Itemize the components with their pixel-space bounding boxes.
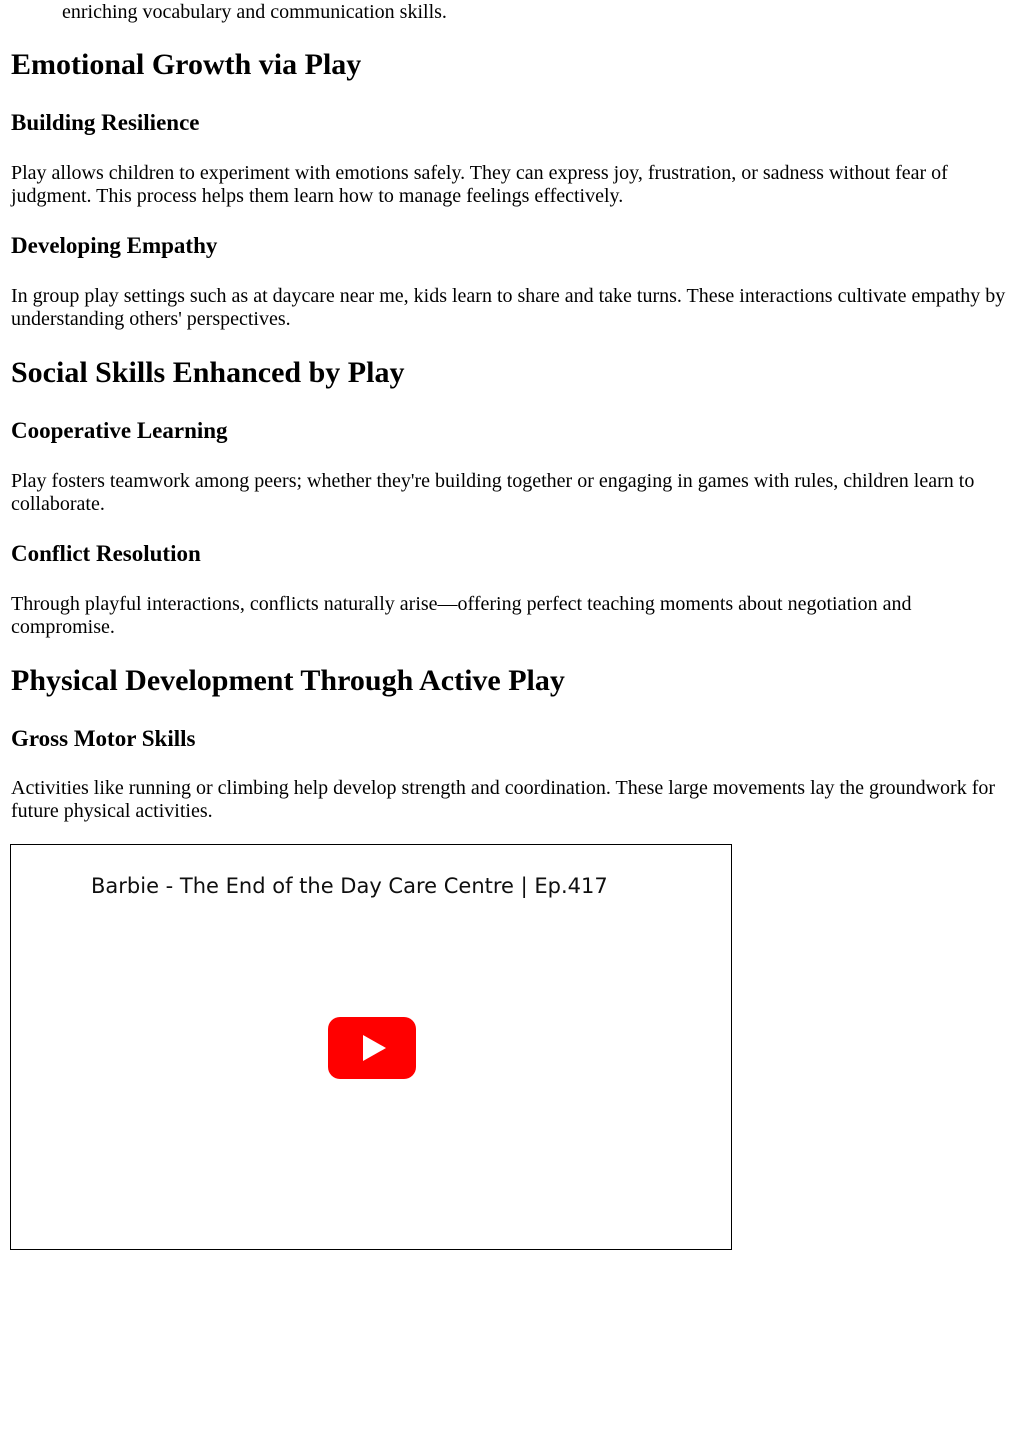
- heading-developing-empathy: Developing Empathy: [11, 233, 218, 258]
- heading-conflict-resolution: Conflict Resolution: [11, 541, 201, 566]
- paragraph-building-resilience: Play allows children to experiment with emotions safely. They can express joy, frustration, or sadness without fear of judgment. This process helps them learn how to manage feelings effectively.: [11, 162, 948, 207]
- heading-social-skills: Social Skills Enhanced by Play: [11, 356, 405, 389]
- paragraph-developing-empathy: In group play settings such as at daycare near me, kids learn to share and take turns. These interactions cultivate empathy by understanding others' perspectives.: [11, 285, 1006, 330]
- intro-paragraph-tail: enriching vocabulary and communication skills.: [62, 1, 447, 23]
- youtube-play-icon[interactable]: [328, 1017, 416, 1079]
- video-title[interactable]: Barbie - The End of the Day Care Centre | Ep.417: [91, 874, 608, 898]
- heading-gross-motor-skills: Gross Motor Skills: [11, 726, 196, 751]
- paragraph-conflict-resolution: Through playful interactions, conflicts naturally arise—offering perfect teaching moments about negotiation and compromise.: [11, 593, 912, 638]
- heading-physical-development: Physical Development Through Active Play: [11, 664, 565, 697]
- paragraph-cooperative-learning: Play fosters teamwork among peers; whether they're building together or engaging in games with rules, children learn to collaborate.: [11, 470, 975, 515]
- heading-emotional-growth: Emotional Growth via Play: [11, 48, 362, 81]
- heading-cooperative-learning: Cooperative Learning: [11, 418, 228, 443]
- heading-building-resilience: Building Resilience: [11, 110, 200, 135]
- paragraph-gross-motor-skills: Activities like running or climbing help develop strength and coordination. These large movements lay the groundwork for future physical activities.: [11, 777, 996, 822]
- video-embed[interactable]: [10, 844, 732, 1250]
